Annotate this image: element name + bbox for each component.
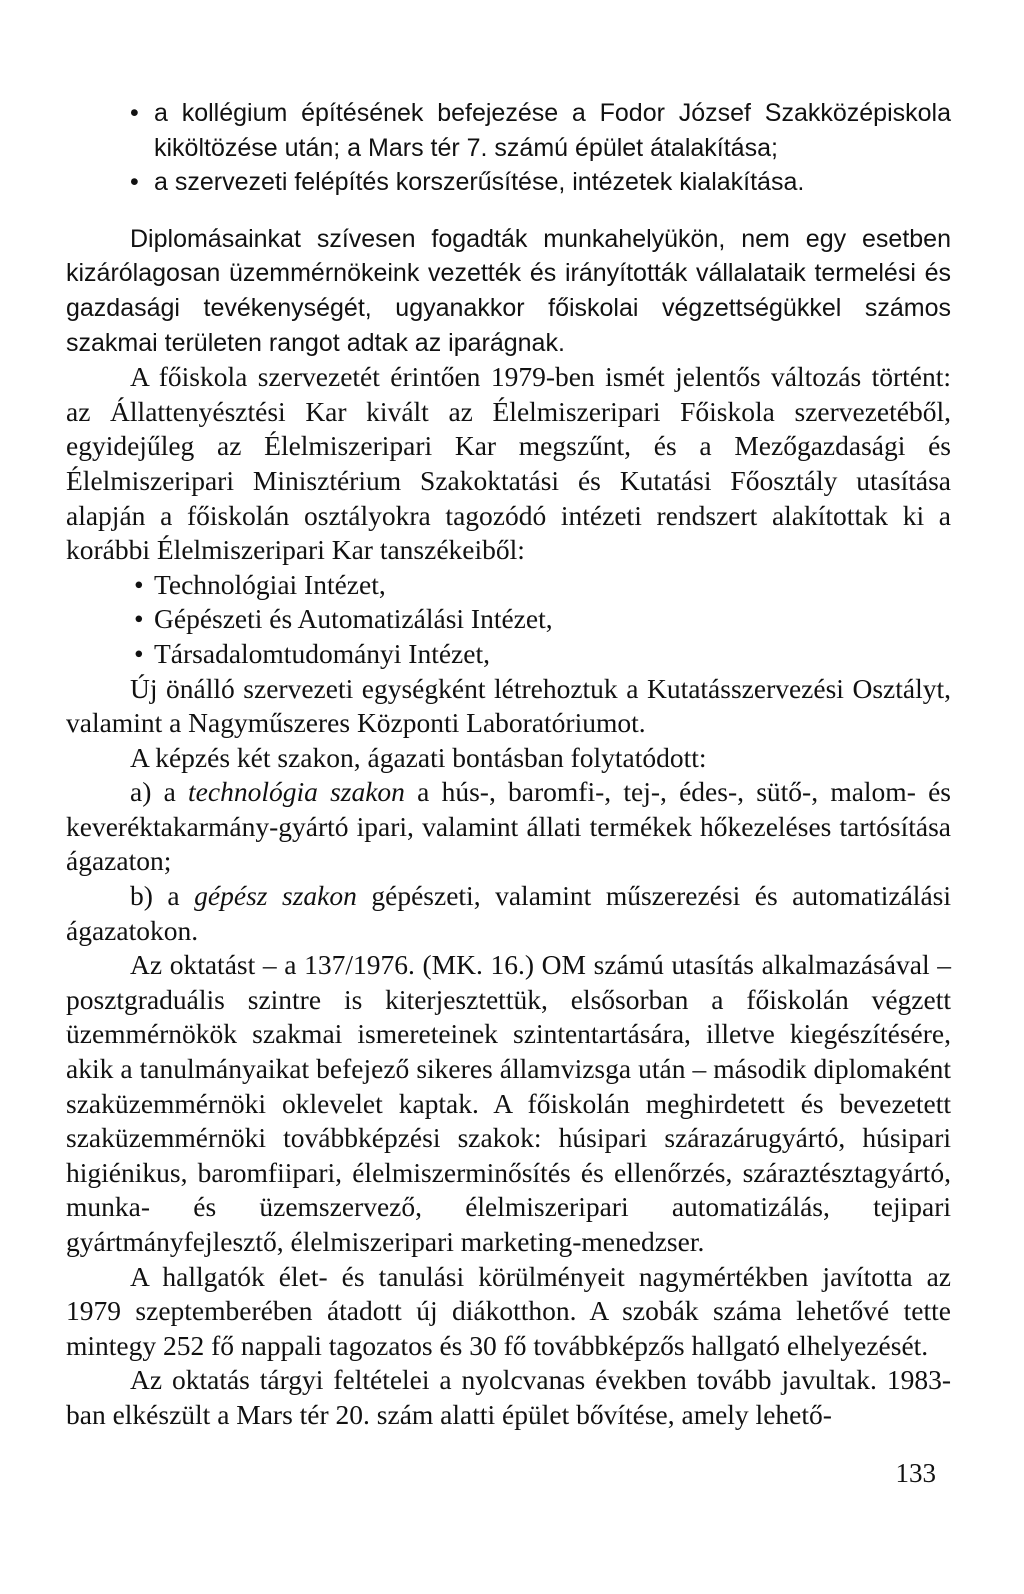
paragraph-facilities: Az oktatás tárgyi feltételei a nyolcvanas években tovább javultak. 1983-ban elkészült a Mars tér 20. szám alatti épület bővítése, amely lehető- <box>66 1364 951 1430</box>
paragraph-diplomas: Diplomásainkat szívesen fogadták munkahelyükön, nem egy esetben kizárólagosan üzemmérnökeink vezették és irányították vállalataik termelési és gazdasági tevékenységét, ugyanakkor főiskolai végzettségükkel számos szakmai területen rangot adtak az iparágnak. <box>66 224 951 357</box>
paragraph-training: A képzés két szakon, ágazati bontásban folytatódott: <box>130 741 707 773</box>
list-item: • Társadalomtudományi Intézet, <box>154 637 951 672</box>
item-a-emphasis: technológia szakon <box>188 776 405 808</box>
paragraph-item-a <box>66 775 951 879</box>
page-body <box>66 96 951 1433</box>
paragraph-new-units: Új önálló szervezeti egységként létrehoztuk a Kutatásszervezési Osztályt, valamint a Nagyműszeres Központi Laboratóriumot. <box>66 672 951 739</box>
item-b-emphasis: gépész szakon <box>194 880 357 912</box>
list-item: • Technológiai Intézet, <box>154 568 951 603</box>
list-item: • a kollégium építésének befejezése a Fodor József Szakközépiskola kiköltözése után; a Mars tér 7. számú épület átalakítása; <box>154 96 951 165</box>
list-item: • a szervezeti felépítés korszerűsítése, intézetek kialakítása. <box>154 165 951 200</box>
paragraph-dormitory: A hallgatók élet- és tanulási körülményeit nagymértékben javította az 1979 szeptemberében átadott új diákotthon. A szobák száma lehetővé tette mintegy 252 fő nappali tagozatos és 30 fő továbbképzős hallgató elhelyezését. <box>66 1260 951 1361</box>
page-number: 133 <box>895 1458 936 1488</box>
item-b-text: gépészeti, valamint műszerezési és automatizálási ágazatokon. <box>66 880 951 946</box>
paragraph-reorganization: A főiskola szervezetét érintően 1979-ben ismét jelentős változás történt: az Állattenyésztési Kar kivált az Élelmiszeripari Főiskola szervezetéből, egyidejűleg az Élelmiszeripari Kar megszűnt, és a Mezőgazdasági és Élelmiszeripari Minisztérium Szakoktatási és Kutatási Főosztály utasítása alapján a főiskolán osztályokra tagozódó intézeti rendszert alakítottak ki a korábbi Élelmiszeripari Kar tanszékeiből: <box>66 361 951 566</box>
item-b-prefix: b) a <box>130 880 195 912</box>
top-bullet-list <box>66 96 951 200</box>
item-a-prefix: a) a <box>130 776 189 808</box>
item-a-text: a hús-, baromfi-, tej-, édes-, sütő-, malom- és keveréktakarmány-gyártó ipari, valamint állati termékek hőkezeléses tartósítása ágazaton; <box>66 776 951 877</box>
paragraph-postgraduate: Az oktatást – a 137/1976. (MK. 16.) OM számú utasítás alkalmazásával – posztgraduális szintre is kiterjesztettük, elsősorban a főiskolán végzett üzemmérnökök szakmai ismereteinek szintentartására, illetve kiegészítésére, akik a tanulmányaikat befejező sikeres államvizsga után – második diplomaként szaküzemmérnöki oklevelet kaptak. A főiskolán meghirdetett és bevezetett szaküzemmérnöki továbbképzési szakok: húsipari szárazárugyártó, húsipari higiénikus, baromfiipari, élelmiszerminősítés és ellenőrzés, száraztésztagyártó, munka- és üzemszervező, élelmiszeripari automatizálás, tejipari gyártmányfejlesztő, élelmiszeripari marketing-menedzser. <box>66 949 951 1257</box>
list-item: • Gépészeti és Automatizálási Intézet, <box>154 602 951 637</box>
institute-list <box>66 568 951 672</box>
paragraph-item-b <box>66 879 951 948</box>
